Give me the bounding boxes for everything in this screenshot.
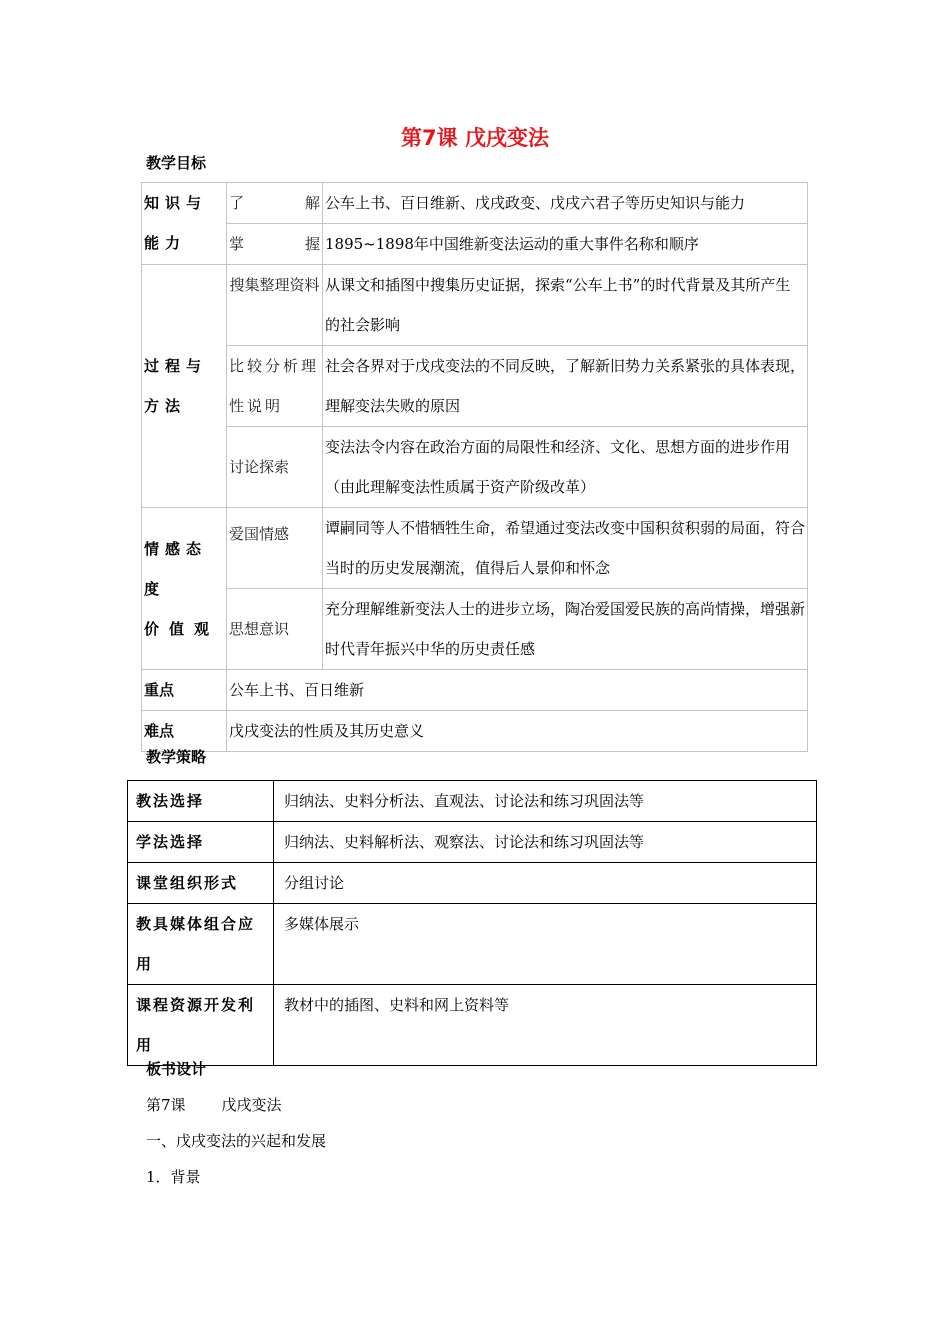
goal-subcategory: 爱国情感 [227,508,323,589]
section-heading-board: 板书设计 [146,1060,207,1078]
strategy-label: 课堂组织形式 [128,863,274,904]
strategy-label: 教法选择 [128,781,274,822]
strategy-label: 课程资源开发利用 [128,985,274,1066]
table-row [142,670,808,711]
goal-subcategory: 掌 握 [227,224,323,265]
goal-content: 谭嗣同等人不惜牺牲生命，希望通过变法改变中国积贫积弱的局面，符合当时的历史发展潮流，值得后人景仰和怀念 [323,508,808,589]
goal-category-process: 过程与方法 [142,265,227,508]
key-point-content: 公车上书、百日维新 [227,670,808,711]
strategy-label: 学法选择 [128,822,274,863]
strategy-value: 多媒体展示 [274,904,817,985]
goal-category-emotion: 情感态度 价值观 [142,508,227,670]
table-row [128,863,817,904]
teaching-goals-table [141,182,808,752]
strategy-label: 教具媒体组合应用 [128,904,274,985]
goal-subcategory: 比较分析理性说明 [227,346,323,427]
table-row [142,183,808,224]
board-item: 1．背景 [146,1168,201,1186]
section-heading-goals: 教学目标 [146,154,207,172]
table-row [142,508,808,589]
table-row [142,224,808,265]
goal-subcategory: 了 解 [227,183,323,224]
strategy-value: 分组讨论 [274,863,817,904]
table-row [142,265,808,346]
strategy-value: 归纳法、史料解析法、观察法、讨论法和练习巩固法等 [274,822,817,863]
table-row [142,589,808,670]
goal-content: 从课文和插图中搜集历史证据，探索“公车上书”的时代背景及其所产生的社会影响 [323,265,808,346]
table-row [128,822,817,863]
table-row [142,427,808,508]
goal-content: 1895~1898年中国维新变法运动的重大事件名称和顺序 [323,224,808,265]
section-heading-strategy: 教学策略 [146,748,207,766]
goal-content: 公车上书、百日维新、戊戌政变、戊戌六君子等历史知识与能力 [323,183,808,224]
goal-content: 充分理解维新变法人士的进步立场，陶冶爱国爱民族的高尚情操，增强新时代青年振兴中华的历史责任感 [323,589,808,670]
table-row [142,346,808,427]
goal-content: 变法法令内容在政治方面的局限性和经济、文化、思想方面的进步作用（由此理解变法性质属于资产阶级改革） [323,427,808,508]
page-title: 第7课 戊戌变法 [401,126,549,150]
goal-category-knowledge: 知识与能力 [142,183,227,265]
board-lesson-name: 戊戌变法 [221,1096,282,1114]
goal-subcategory: 讨论探索 [227,427,323,508]
key-point-label: 重点 [142,670,227,711]
teaching-strategy-table [127,780,817,1066]
table-row [142,711,808,752]
goal-subcategory: 思想意识 [227,589,323,670]
table-row [128,985,817,1066]
table-row [128,904,817,985]
goal-subcategory: 搜集整理资料 [227,265,323,346]
board-lesson-number: 第7课 [146,1096,186,1114]
difficulty-content: 戊戌变法的性质及其历史意义 [227,711,808,752]
board-heading: 一、戊戌变法的兴起和发展 [146,1132,327,1150]
difficulty-label: 难点 [142,711,227,752]
goal-content: 社会各界对于戊戌变法的不同反映，了解新旧势力关系紧张的具体表现，理解变法失败的原因 [323,346,808,427]
strategy-value: 教材中的插图、史料和网上资料等 [274,985,817,1066]
board-lesson-title [146,1094,282,1115]
table-row [128,781,817,822]
strategy-value: 归纳法、史料分析法、直观法、讨论法和练习巩固法等 [274,781,817,822]
